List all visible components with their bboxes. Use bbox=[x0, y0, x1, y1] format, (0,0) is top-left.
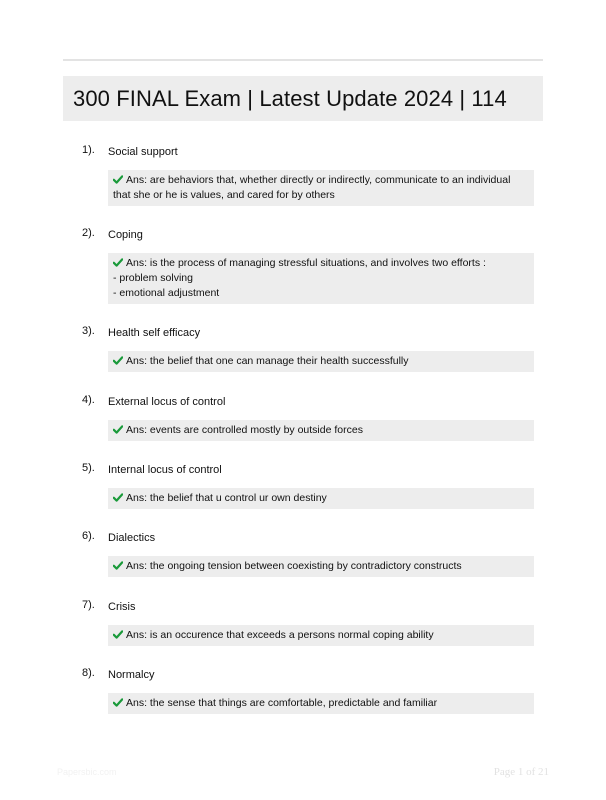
item-number: 7). bbox=[82, 599, 95, 611]
check-icon bbox=[113, 561, 123, 570]
item-number: 2). bbox=[82, 227, 95, 239]
qa-item-8 bbox=[82, 667, 534, 714]
check-icon bbox=[113, 258, 123, 267]
answer-line: Ans: the belief that one can manage their health successfully bbox=[126, 355, 409, 367]
item-term: Dialectics bbox=[108, 532, 156, 544]
item-term: External locus of control bbox=[108, 396, 226, 408]
check-icon bbox=[113, 493, 123, 502]
answer-line: Ans: the sense that things are comfortable, predictable and familiar bbox=[126, 697, 438, 709]
item-term: Social support bbox=[108, 146, 178, 158]
item-term: Health self efficacy bbox=[108, 327, 201, 339]
check-icon bbox=[113, 425, 123, 434]
item-number: 4). bbox=[82, 394, 95, 406]
answer-line: Ans: the belief that u control ur own destiny bbox=[126, 492, 327, 504]
answer-box bbox=[108, 253, 534, 304]
answer-line: Ans: is the process of managing stressful situations, and involves two efforts : bbox=[126, 257, 486, 269]
item-number: 5). bbox=[82, 462, 95, 474]
qa-item-3 bbox=[82, 325, 534, 372]
answer-box bbox=[108, 351, 534, 372]
answer-line: Ans: the ongoing tension between coexisting by contradictory constructs bbox=[126, 560, 462, 572]
answer-line: Ans: events are controlled mostly by outside forces bbox=[126, 424, 363, 436]
item-term: Crisis bbox=[108, 601, 136, 613]
answer-box bbox=[108, 693, 534, 714]
item-term: Coping bbox=[108, 229, 143, 241]
answer-box bbox=[108, 556, 534, 577]
item-term: Normalcy bbox=[108, 669, 155, 681]
answer-box bbox=[108, 170, 534, 206]
item-number: 3). bbox=[82, 325, 95, 337]
check-icon bbox=[113, 630, 123, 639]
answer-line: that she or he is values, and cared for by others bbox=[113, 189, 335, 201]
qa-item-4 bbox=[82, 394, 534, 441]
answer-line: - emotional adjustment bbox=[113, 287, 220, 299]
check-icon bbox=[113, 175, 123, 184]
title-banner bbox=[63, 76, 543, 121]
page-number: Page 1 of 21 bbox=[493, 766, 549, 778]
answer-line: - problem solving bbox=[113, 272, 193, 284]
check-icon bbox=[113, 356, 123, 365]
page-title: 300 FINAL Exam | Latest Update 2024 | 114 bbox=[73, 85, 507, 111]
item-term: Internal locus of control bbox=[108, 464, 222, 476]
answer-box bbox=[108, 488, 534, 509]
qa-item-6 bbox=[82, 530, 534, 577]
qa-item-2 bbox=[82, 227, 534, 304]
answer-box bbox=[108, 420, 534, 441]
check-icon bbox=[113, 698, 123, 707]
qa-item-5 bbox=[82, 462, 534, 509]
item-number: 6). bbox=[82, 530, 95, 542]
top-divider bbox=[63, 59, 543, 61]
answer-line: Ans: is an occurence that exceeds a persons normal coping ability bbox=[126, 629, 434, 641]
answer-line: Ans: are behaviors that, whether directly or indirectly, communicate to an individual bbox=[126, 174, 511, 186]
item-number: 8). bbox=[82, 667, 95, 679]
qa-item-1 bbox=[82, 144, 534, 206]
footer-watermark: Papersbic.com bbox=[57, 767, 117, 777]
answer-box bbox=[108, 625, 534, 646]
qa-item-7 bbox=[82, 599, 534, 646]
item-number: 1). bbox=[82, 144, 95, 156]
